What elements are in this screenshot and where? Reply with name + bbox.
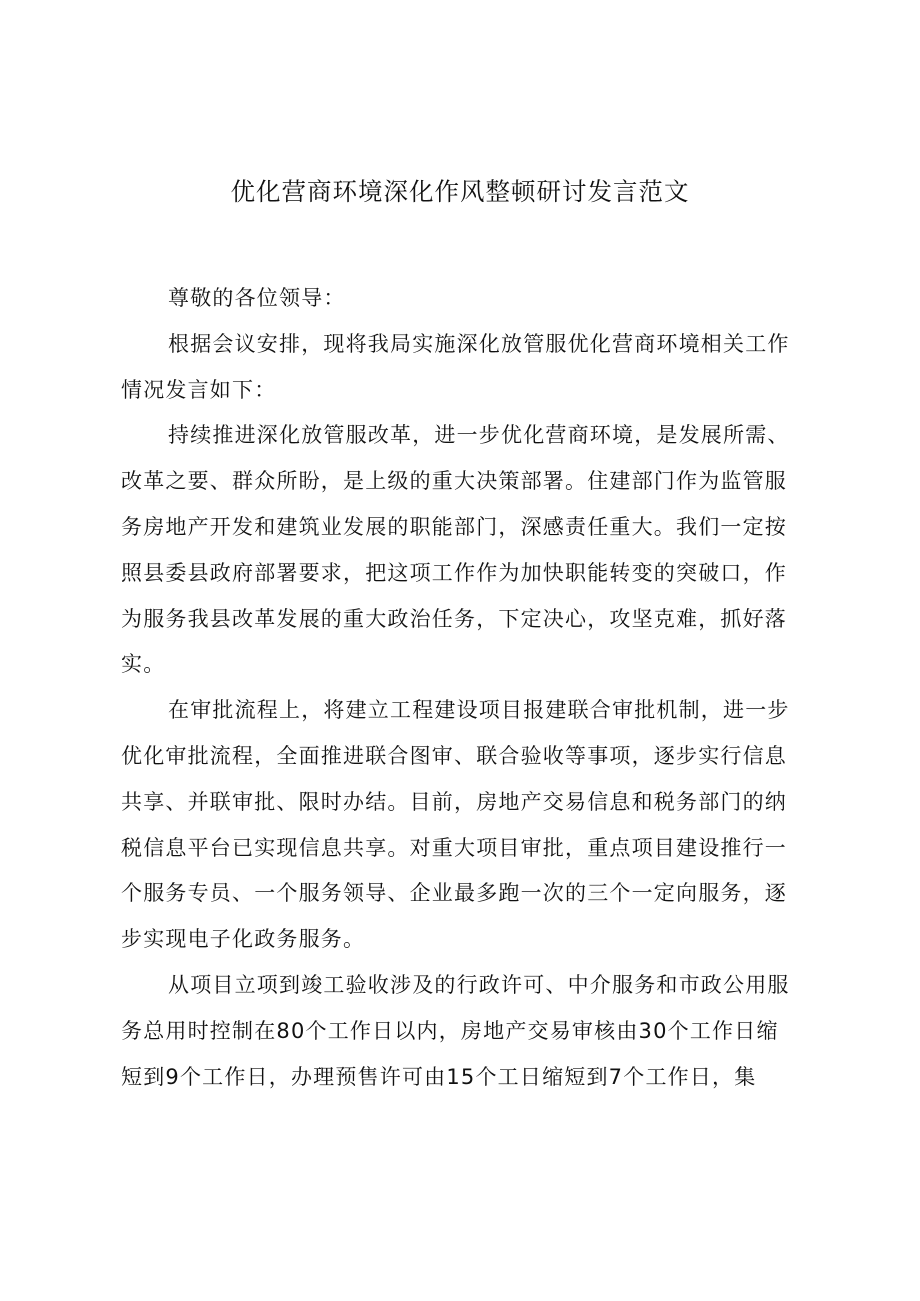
paragraph-2 [121, 413, 821, 688]
paragraph-1 [121, 322, 821, 414]
paragraph-line: 务总用时控制在80个工作日以内，房地产交易审核由30个工作日缩 [121, 1018, 779, 1043]
paragraph-3 [121, 688, 821, 963]
paragraph-line: 税信息平台已实现信息共享。对重大项目审批，重点项目建设推行一 [121, 835, 787, 860]
salutation: 尊敬的各位领导： [168, 286, 346, 310]
paragraph-line: 步实现电子化政务服务。 [121, 927, 366, 952]
paragraph-line: 根据会议安排，现将我局实施深化放管服优化营商环境相关工作 [168, 331, 790, 356]
paragraph-line: 从项目立项到竣工验收涉及的行政许可、中介服务和市政公用服 [168, 972, 790, 997]
paragraph-line: 个服务专员、一个服务领导、企业最多跑一次的三个一定向服务，逐 [121, 881, 787, 906]
paragraph-line: 共享、并联审批、限时办结。目前，房地产交易信息和税务部门的纳 [121, 789, 787, 814]
paragraph-line: 改革之要、群众所盼，是上级的重大决策部署。住建部门作为监管服 [121, 469, 787, 494]
document-title: 优化营商环境深化作风整顿研讨发言范文 [230, 177, 690, 206]
paragraph-4 [121, 963, 821, 1100]
paragraph-line: 实。 [121, 652, 166, 677]
document-body [121, 276, 821, 1100]
paragraph-line: 照县委县政府部署要求，把这项工作作为加快职能转变的突破口，作 [121, 560, 787, 585]
paragraph-line: 为服务我县改革发展的重大政治任务，下定决心，攻坚克难，抓好落 [121, 606, 787, 631]
paragraph-line: 短到9个工作日，办理预售许可由15个工日缩短到7个工作日，集 [121, 1064, 757, 1089]
paragraph-line: 持续推进深化放管服改革，进一步优化营商环境，是发展所需、 [168, 423, 790, 448]
paragraph-line: 务房地产开发和建筑业发展的职能部门，深感责任重大。我们一定按 [121, 514, 787, 539]
paragraph-line: 优化审批流程，全面推进联合图审、联合验收等事项，逐步实行信息 [121, 743, 787, 768]
paragraph-line: 情况发言如下： [121, 377, 277, 402]
paragraph-line: 在审批流程上，将建立工程建设项目报建联合审批机制，进一步 [168, 698, 790, 723]
